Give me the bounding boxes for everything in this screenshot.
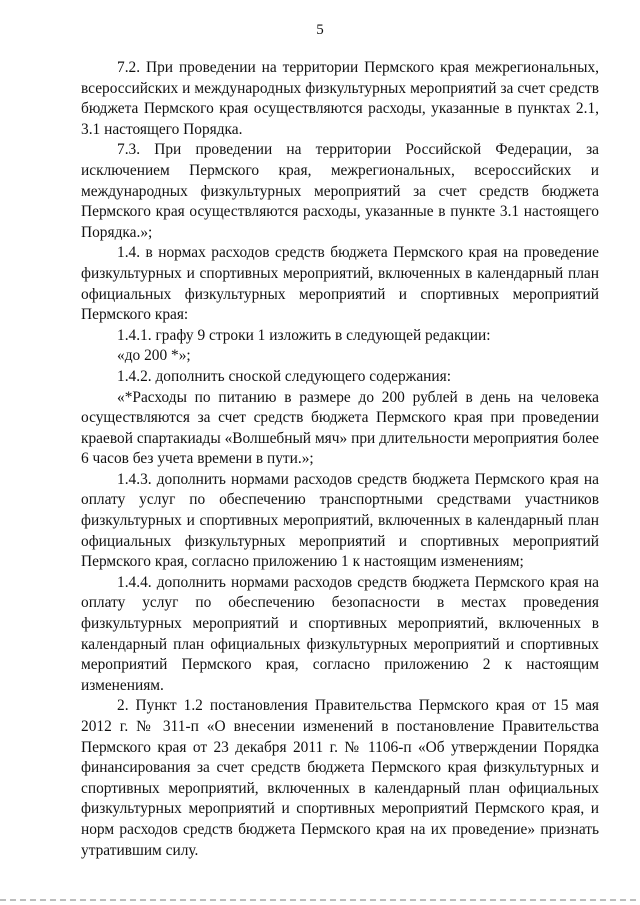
page-number: 5 bbox=[316, 22, 324, 38]
paragraph-1-4-4: 1.4.4. дополнить нормами расходов средств бюджета Пермского края на оплату услуг по обеспечению безопасности в местах проведения физкультурных мероприятий и спортивных мероприятий, включенных в календарный план официальных физкультурных мероприятий и спортивных мероприятий Пермского края, согласно приложению 2 к настоящим изменениям. bbox=[81, 573, 599, 694]
paragraph-1-4-3: 1.4.3. дополнить нормами расходов средств бюджета Пермского края на оплату услуг по обеспечению транспортными средствами участников физкультурных и спортивных мероприятий, включенных в календарный план официальных физкультурных мероприятий и спортивных мероприятий Пермского края, согласно приложению 1 к настоящим изменениям; bbox=[81, 470, 599, 571]
paragraph-1-4-2: 1.4.2. дополнить сноской следующего содержания: bbox=[117, 367, 451, 385]
paragraph-7-3: 7.3. При проведении на территории Российской Федерации, за исключением Пермского края, межрегиональных, всероссийских и международных физкультурных мероприятий за счет средств бюджета Пермского края осуществляются расходы, указанные в пункте 3.1 настоящего Порядка.»; bbox=[81, 141, 599, 241]
paragraph-1-4: 1.4. в нормах расходов средств бюджета Пермского края на проведение физкультурных и спортивных мероприятий, включенных в календарный план официальных физкультурных мероприятий и спортивных мероприятий Пермского края: bbox=[81, 244, 599, 324]
paragraph-2: 2. Пункт 1.2 постановления Правительства Пермского края от 15 мая 2012 г. № 311-п «О внесении изменений в постановление Правительства Пермского края от 23 декабря 2011 г. № 1106-п «Об утверждении Порядка финансирования за счет средств бюджета Пермского края физкультурных и спортивных мероприятий, включенных в календарный план официальных физкультурных мероприятий и спортивных мероприятий Пермского края, и норм расходов средств бюджета Пермского края на их проведение» признать утратившим силу. bbox=[81, 697, 599, 859]
paragraph-quote-200: «до 200 *»; bbox=[117, 347, 191, 365]
paragraph-footnote-text: «*Расходы по питанию в размере до 200 рублей в день на человека осуществляются за счет средств бюджета Пермского края при проведении краевой спартакиады «Волшебный мяч» при длительности мероприятия более 6 часов без учета времени в пути.»; bbox=[81, 388, 599, 468]
paragraph-1-4-1: 1.4.1. графу 9 строки 1 изложить в следующей редакции: bbox=[117, 326, 491, 344]
scan-edge-divider bbox=[0, 899, 640, 901]
paragraph-7-2: 7.2. При проведении на территории Пермского края межрегиональных, всероссийских и международных физкультурных мероприятий за счет средств бюджета Пермского края осуществляются расходы, указанные в пунктах 2.1, 3.1 настоящего Порядка. bbox=[81, 59, 599, 138]
document-body bbox=[81, 58, 599, 861]
